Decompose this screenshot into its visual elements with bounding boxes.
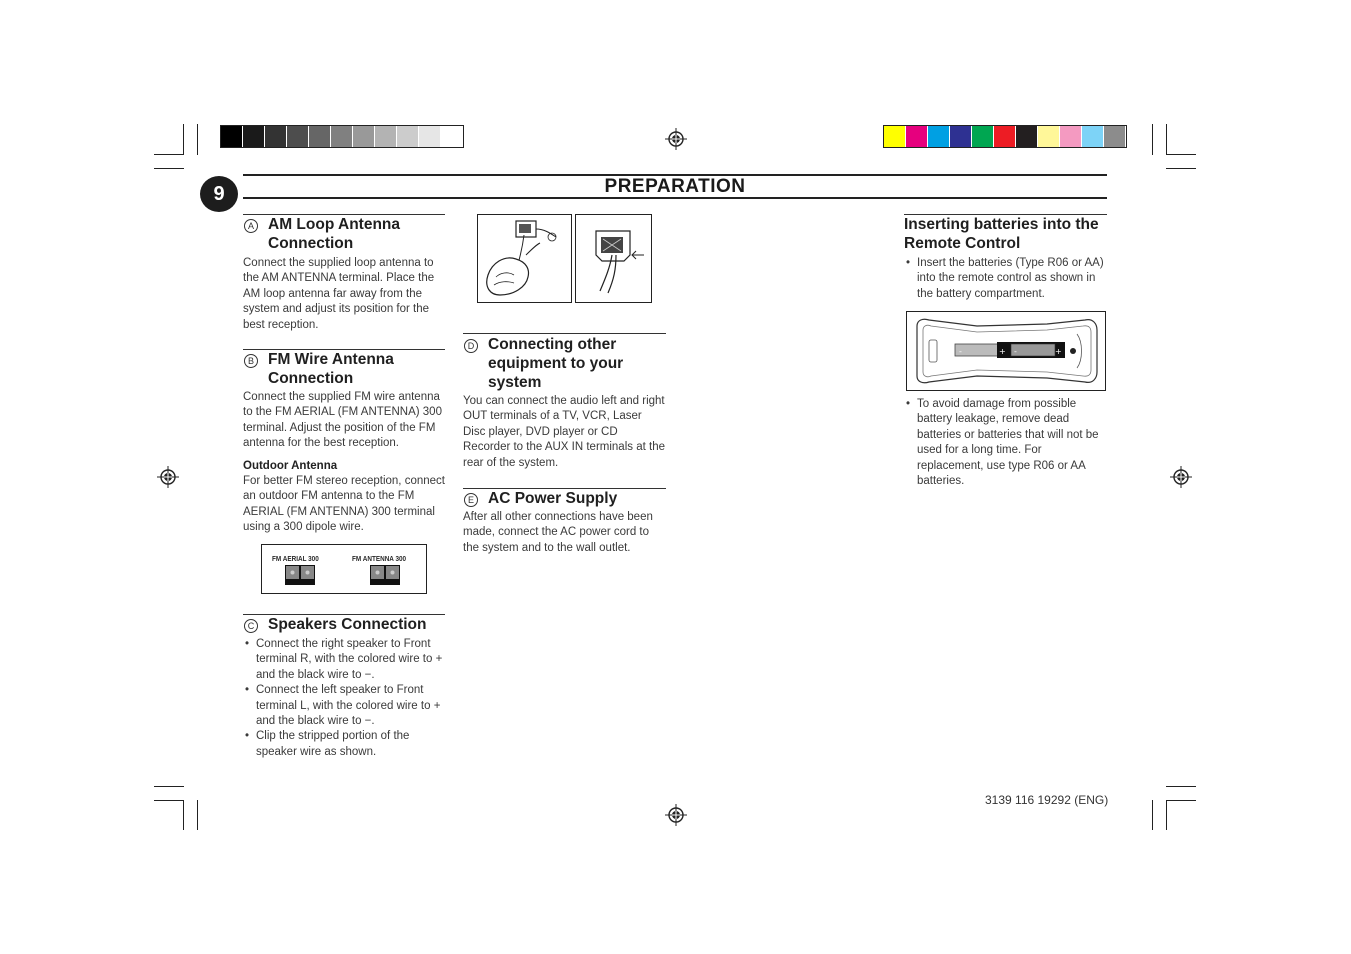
crop-mark <box>1152 124 1153 155</box>
color-swatch <box>1016 126 1038 147</box>
crop-mark <box>154 800 184 801</box>
gray-swatch <box>287 126 309 147</box>
crop-mark <box>1166 124 1167 155</box>
gray-swatch <box>441 126 463 147</box>
color-swatch <box>1104 126 1126 147</box>
fm-antenna-label: FM ANTENNA 300 <box>352 554 407 563</box>
document-code: 3139 116 19292 (ENG) <box>985 793 1109 807</box>
section-letter-e: E <box>464 493 478 507</box>
section-heading-am-loop <box>268 215 448 253</box>
crop-mark <box>1166 800 1167 830</box>
heading-line: Inserting batteries into the <box>904 216 1099 233</box>
list-item: • To avoid damage from possible battery leakage, remove dead batteries or batteries that will not be used for a long time. For replacement, use type R06 or AA batteries. <box>904 397 1106 489</box>
crop-mark <box>197 124 198 155</box>
am-antenna-clip-illustration <box>477 214 572 303</box>
svg-text:+: + <box>999 347 1006 356</box>
grayscale-calibration-bar <box>220 125 464 148</box>
registration-mark-icon <box>157 466 179 488</box>
crop-mark <box>154 168 184 169</box>
remote-control-icon <box>907 312 1105 390</box>
batteries-bullet-list-1 <box>904 256 1104 302</box>
svg-text:-: - <box>1014 347 1017 356</box>
list-item: • Connect the left speaker to Front terminal L, with the colored wire to + and the black wire to −. <box>243 683 443 729</box>
gray-swatch <box>375 126 397 147</box>
svg-text:-: - <box>959 347 962 356</box>
batteries-bullet-list-2 <box>904 397 1106 489</box>
remote-battery-illustration <box>906 311 1106 391</box>
crop-mark <box>197 800 198 830</box>
color-swatch <box>994 126 1016 147</box>
speakers-bullet-list <box>243 637 443 760</box>
title-rule-bottom <box>243 197 1107 199</box>
heading-line: Connection <box>268 235 354 252</box>
crop-mark <box>1166 786 1196 787</box>
color-swatch <box>884 126 906 147</box>
list-item: • Clip the stripped portion of the speaker wire as shown. <box>243 729 443 760</box>
other-equipment-text: You can connect the audio left and right OUT terminals of a TV, VCR, Laser Disc player, DVD player or CD Recorder to the AUX IN terminals at the rear of the system. <box>463 395 665 469</box>
crop-mark <box>183 800 184 830</box>
crop-mark <box>1166 800 1196 801</box>
heading-line: FM Wire Antenna <box>268 351 394 368</box>
page-number: 9 <box>200 176 238 212</box>
color-swatch <box>928 126 950 147</box>
page-title: PREPARATION <box>604 176 746 197</box>
heading-line: system <box>488 374 542 391</box>
color-swatch <box>972 126 994 147</box>
heading-line: equipment to your <box>488 355 624 372</box>
list-item: • Insert the batteries (Type R06 or AA) into the remote control as shown in the battery compartment. <box>904 256 1104 302</box>
am-loop-text: Connect the supplied loop antenna to the AM ANTENNA terminal. Place the AM loop antenna far away from the system and adjust its position for the best reception. <box>243 257 435 331</box>
color-swatch <box>1082 126 1104 147</box>
fm-wire-text: Connect the supplied FM wire antenna to the FM AERIAL (FM ANTENNA) 300 terminal. Adjust the position of the FM antenna for the best reception. <box>243 391 442 450</box>
heading-line: Connecting other <box>488 336 617 353</box>
section-letter-a: A <box>244 219 258 233</box>
color-swatch <box>1038 126 1060 147</box>
section-heading-batteries <box>904 215 1114 253</box>
crop-mark <box>183 124 184 155</box>
section-heading-fm-wire <box>268 350 448 388</box>
am-antenna-insert-illustration <box>575 214 652 303</box>
heading-line: Remote Control <box>904 235 1021 252</box>
section-letter-d: D <box>464 339 478 353</box>
ac-power-text: After all other connections have been made, connect the AC power cord to the system and to the wall outlet. <box>463 511 653 554</box>
terminal-icon <box>285 565 316 585</box>
color-calibration-bar <box>883 125 1127 148</box>
section-heading-speakers: Speakers Connection <box>268 616 427 633</box>
color-swatch <box>906 126 928 147</box>
crop-mark <box>154 154 184 155</box>
heading-line: Connection <box>268 370 354 387</box>
registration-mark-icon <box>1170 466 1192 488</box>
hand-clip-icon <box>478 215 571 302</box>
crop-mark <box>1152 800 1153 830</box>
gray-swatch <box>243 126 265 147</box>
crop-mark <box>154 786 184 787</box>
fm-aerial-label: FM AERIAL 300 <box>272 554 319 563</box>
outdoor-antenna-text: For better FM stereo reception, connect an outdoor FM antenna to the FM AERIAL (FM ANTENNA) 300 terminal using a 300 dipole wire. <box>243 475 445 534</box>
section-letter-c: C <box>244 619 258 633</box>
section-heading-other-equipment <box>488 335 668 392</box>
color-swatch <box>1060 126 1082 147</box>
registration-mark-icon <box>665 804 687 826</box>
crop-mark <box>1166 168 1196 169</box>
terminal-icon <box>370 565 401 585</box>
color-swatch <box>950 126 972 147</box>
heading-line: AM Loop Antenna <box>268 216 401 233</box>
gray-swatch <box>221 126 243 147</box>
outdoor-antenna-heading: Outdoor Antenna <box>243 460 338 472</box>
gray-swatch <box>265 126 287 147</box>
gray-swatch <box>419 126 441 147</box>
registration-mark-icon <box>665 128 687 150</box>
terminal-insert-icon <box>576 215 651 302</box>
section-letter-b: B <box>244 354 258 368</box>
section-rule <box>463 333 666 334</box>
section-heading-ac-power: AC Power Supply <box>488 490 618 507</box>
gray-swatch <box>309 126 331 147</box>
fm-terminal-figure <box>261 544 427 594</box>
crop-mark <box>1166 154 1196 155</box>
gray-swatch <box>353 126 375 147</box>
gray-swatch <box>397 126 419 147</box>
svg-text:+: + <box>1055 347 1062 356</box>
list-item: • Connect the right speaker to Front terminal R, with the colored wire to + and the black wire to −. <box>243 637 443 683</box>
gray-swatch <box>331 126 353 147</box>
